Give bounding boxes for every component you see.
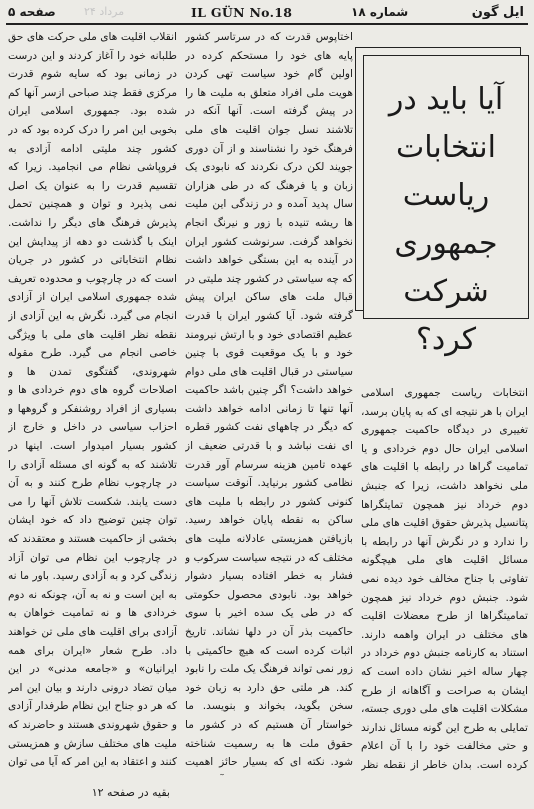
column-text: انقلاب اقلیت های ملی حرکت های حق طلبانه خود را آغاز کردند و این درست در زمانی بود که سایه شوم قدرت مرکزی فقط چند صباحی ازسر آنها کم شده بود. جمهوری اسلامی ایران بخوبی این امر را درک کرده بود که در کشور چند ملیتی ادامه آزادی به فروپاشی نظام می انجامید. زیرا که تقسیم قدرت را به عنوان یک اصل نمی پذیرد و توان و همچنین تحمل پذیرش فرهنگ های دیگر را نداشت. اینک با گذشت دو دهه از پیدایش این نظام انتخاباتی در کشور در جریان است که در چارچوب و محدوده تعریف شده جمهوری اسلامی ایران از آزادی انجام می گیرد. نگرش به این آزادی از نقطه نظر اقلیت های ملی با ویژگی خاصی انجام می گیرد. طرح مقوله شهروندی، گفتگوی تمدن ها و اصلاحات گروه های دوم خردادی ها و بسیاری از افراد روشنفکر و گروهها و احزاب سیاسی در داخل و خارج از کشور بسیار امیدوار است. اینها در تلاشند که به گونه ای مسئله آزادی را در چارچوب نظام طرح کنند و به آن دست یابند. شکست تلاش آنها را می توان چنین توضیح داد که خود ایشان بخشی از حاکمیت هستند و معتقدند که در چارچوب این نظام می توان آزاد زندگی کرد و به آزادی رسید. باور ما نه به این است و نه به آن، چونکه نه دوم خردادی ها و نه تمامیت خواهان به آزادی برای اقلیت های ملی تن خواهند داد. طرح شعار «ایران برای همه ایرانیان» و «جامعه مدنی» در این میان تضاد درونی دارند و بیان این امر که هر دو جناح این نظام طرفدار آزادی و حقوق شهروندی هستند و حاضرند که ملیت های مختلف سازش و همزیستی کنند و اعتقاد به این امر که آیا می توان (8, 31, 177, 769)
publication-name: IL GÜN No.18 (191, 5, 293, 20)
column-text: اختاپوس قدرت که در سرتاسر کشور پایه های خود را مستحکم کرده در اولین گام خود سیاست تهی کردن هویت ملی افراد متعلق به ملیت ها را در پیش گرفته است. آنها آنکه در تلاشند نسل جوان اقلیت های ملی فرهنگ خود را نشناسند و از آن دوری جویند لکن درک نکردند که نابودی یک زبان و یا فرهنگ که در طی هزاران سال پدید آمده و در زندگی این ملیت ها ریشه تنیده با زور و نیرنگ انجام نخواهد گرفت. سرنوشت کشور ایران در آینده به این بستگی خواهد داشت که چه سیاستی در کشور چند ملیتی در قبال ملت های ساکن ایران پیش گرفته شود. آیا کشور ایران با قدرت عظیم اقتصادی خود و با ارتش نیرومند خود و با یک موقعیت قوی با چنین سیاستی در قبال اقلیت های ملی دوام خواهد داشت؟ اگر چنین باشد حاکمیت آنها تنها تا زمانی ادامه خواهد داشت که دیگر در چاههای نفت کشور قطره ای نفت نباشد و با قدرتی ضعیف از عهده تامین هزینه سرسام آور قدرت نظامی کشور برنیاید. آنوقت سیاست کنونی کشور در رابطه با ملیت های ساکن به نقطه پایان خواهد رسید. بازیافتن همزیستی عادلانه ملیت های مختلف که در نتیجه سیاست سرکوب و فشار به خطر افتاده بسیار دشوار خواهد بود. نابودی محصول حکومتی که در طی یک سده اخیر با سوی حاکمیت بذر آن در دلها نشاند. تاریخ اثبات کرده است که هیچ حاکمیتی با زور نمی تواند فرهنگ یک ملت را نابود کند. هر ملتی حق دارد به زبان خود سخن بگوید، بخواند و بنویسد. ما خواستار آن هستیم که در کشور ما حقوق ملت ها به رسمیت شناخته شود. نکته ای که بسیار حائز اهمیت (185, 31, 353, 769)
page-header (6, 3, 528, 23)
article-column-right (361, 384, 528, 777)
faded-header-text: ۲۴ مرداد (84, 5, 125, 18)
article-title: آیا باید در انتخابات ریاست جمهوری شرکت کرد؟ (388, 82, 504, 357)
header-rule (6, 23, 528, 25)
column-text: انتخابات ریاست جمهوری اسلامی ایران با هر نتیجه ای که به پایان برسد، تغییری در دیدگاه حاکمیت جمهوری اسلامی ایران حال دوم خردادی و یا تمامیت گراها در رابطه با اقلیت های ملی نخواهد داشت، زیرا که جنبش دوم خرداد نیز همچون تمایتگراها پتانسیل پذیرش حقوق اقلیت های ملی را ندارد و در نگرش آنها در رابطه با مسائل اقلیت های ملی هیچگونه تفاوتی با جناح مخالف خود دیده نمی شود. جنبش دوم خرداد نیز همچون تمامیتگراها از طرح معضلات اقلیت های مختلف در ایران واهمه دارند. استناد به کارنامه جنبش دوم خرداد در چهار ساله اخیر نشان داده است که ایشان به صراحت و آگاهانه از طرح مشکلات اقلیت های ملی دوری جسته، تمایلی به طرح این گونه مسائل ندارند و حتی مخالفت خود را با آن اعلام کرده است. بدان خاطر از نقطه نظر (361, 387, 528, 771)
article-column-middle (185, 28, 353, 776)
page-number-label: صفحه ۵ (8, 5, 56, 19)
issue-number: شماره ۱۸ (351, 5, 409, 19)
continuation-note: بقیه در صفحه ۱۲ (91, 786, 170, 799)
masthead: ایل گون (471, 5, 524, 20)
title-box (363, 55, 529, 357)
article-column-left (8, 28, 177, 776)
